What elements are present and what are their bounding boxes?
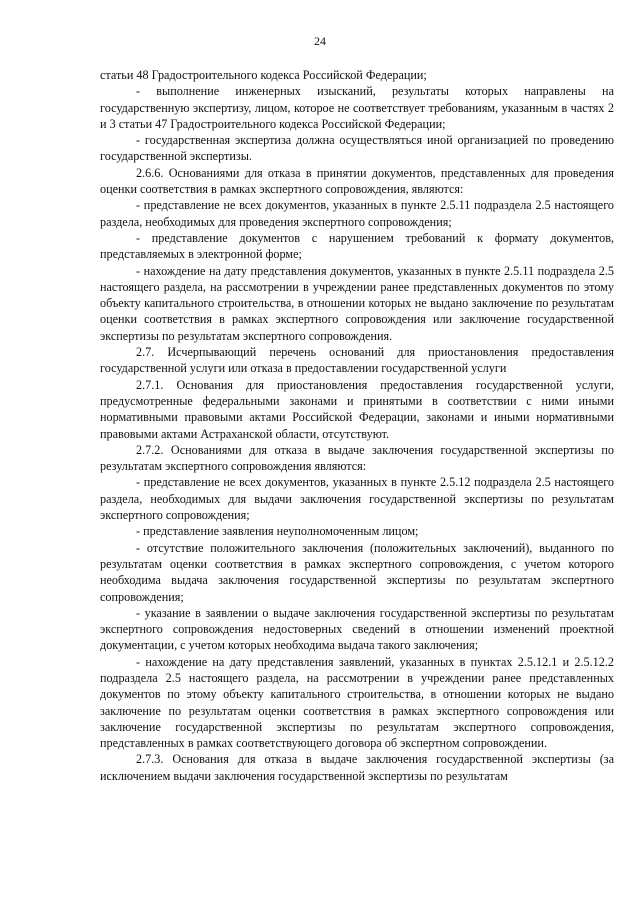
paragraph-list-item: - представление документов с нарушением требований к формату документов, представляемых в электронной форме; [100,230,614,262]
paragraph-list-item: - выполнение инженерных изысканий, результаты которых направлены на государственную экспертизу, лицом, которое не соответствует требованиям, указанным в частях 2 и 3 статьи 47 Градостроительного кодекса Российской Федерации; [100,84,614,131]
paragraph-list-item: - нахождение на дату представления документов, указанных в пункте 2.5.11 подраздела 2.5 настоящего раздела, на рассмотрении в учреждении ранее представленных документов по этому объекту капитального строительства, в отношении которых не выдано заключение по результатам оценки соответствия в рамках экспертного сопровождения или заключение государственной экспертизы по результатам экспертного сопровождения. [100,263,614,343]
paragraph-clause-2-6-6: 2.6.6. Основаниями для отказа в принятии документов, представленных для проведения оценки соответствия в рамках экспертного сопровождения, являются: [100,165,614,197]
page-number: 24 [314,34,326,48]
paragraph-section-2-7-heading: 2.7. Исчерпывающий перечень оснований для приостановления предоставления государственной услуги или отказа в предоставлении государственной услуги [100,345,614,376]
paragraph-clause-2-7-3: 2.7.3. Основания для отказа в выдаче заключения государственной экспертизы (за исключением выдачи заключения государственной экспертизы по результатам [100,752,614,783]
paragraph-list-item: - государственная экспертиза должна осуществляться иной организацией по проведению государственной экспертизы. [100,133,614,164]
paragraph-list-item: - отсутствие положительного заключения (положительных заключений), выданного по результатам оценки соответствия в рамках экспертного сопровождения, с учетом которого необходима выдача заключения государственной экспертизы по результатам экспертного сопровождения; [100,540,614,604]
paragraph-clause-2-7-2: 2.7.2. Основаниями для отказа в выдаче заключения государственной экспертизы по результатам экспертного сопровождения являются: [100,442,614,474]
paragraph-list-item: - представление не всех документов, указанных в пункте 2.5.11 подраздела 2.5 настоящего раздела, необходимых для проведения экспертного сопровождения; [100,198,614,229]
paragraph-list-item: - представление заявления неуполномоченным лицом; [136,524,419,539]
paragraph-continuation: статьи 48 Градостроительного кодекса Российской Федерации; [100,68,427,82]
document-body [100,67,614,784]
paragraph-list-item: - нахождение на дату представления заявлений, указанных в пунктах 2.5.12.1 и 2.5.12.2 подраздела 2.5 настоящего раздела, на рассмотрении в учреждении ранее представленных документов по этому объекту капитального строительства, в отношении которых не выдано заключение по результатам оценки соответствия в рамках экспертного сопровождения или заключение государственной экспертизы по результатам экспертного сопровождения, представленных в рамках соответствующего договора об экспертном сопровождении. [100,654,614,751]
paragraph-list-item: - указание в заявлении о выдаче заключения государственной экспертизы по результатам экспертного сопровождения недостоверных сведений в отношении изменений проектной документации, с учетом которых необходима выдача такого заключения; [100,605,614,653]
paragraph-list-item: - представление не всех документов, указанных в пункте 2.5.12 подраздела 2.5 настоящего раздела, необходимых для выдачи заключения государственной экспертизы по результатам экспертного сопровождения; [100,475,614,523]
paragraph-clause-2-7-1: 2.7.1. Основания для приостановления предоставления государственной услуги, предусмотренные федеральными законами и принятыми в соответствии с ними иными нормативными правовыми актами Российской Федерации, законами и иными нормативными правовыми актами Астраханской области, отсутствуют. [100,377,614,441]
